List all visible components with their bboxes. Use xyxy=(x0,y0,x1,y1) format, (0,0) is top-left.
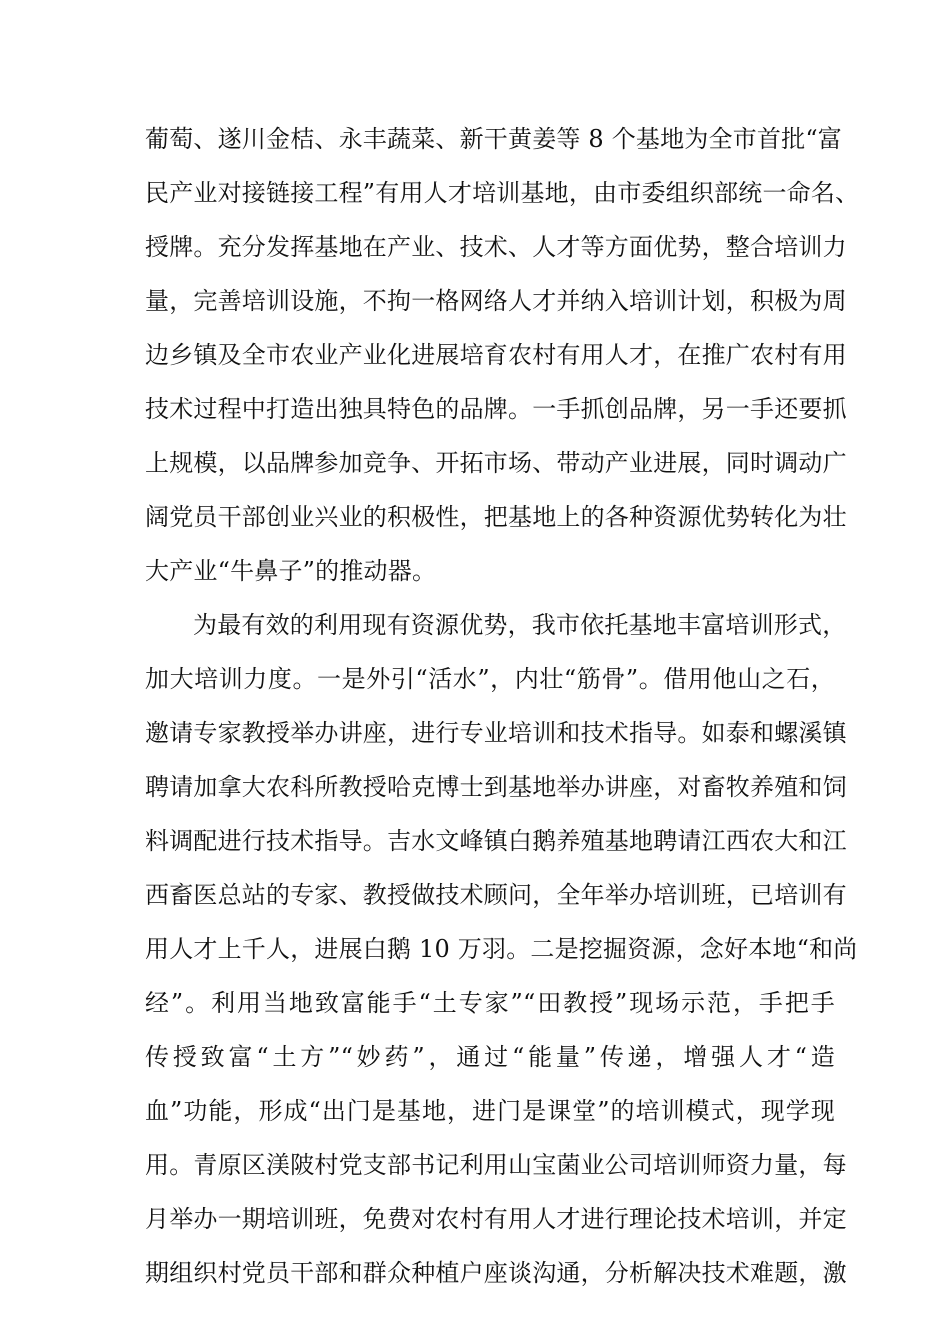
text-line: 用。青原区渼陂村党支部书记利用山宝菌业公司培训师资力量，每 xyxy=(145,1151,847,1179)
text-line: 量，完善培训设施，不拘一格网络人才并纳入培训计划，积极为周 xyxy=(145,287,847,315)
text-line: 用人才上千人，进展白鹅 10 万羽。二是挖掘资源，念好本地“和尚 xyxy=(145,935,858,963)
text-line: 民产业对接链接工程”有用人才培训基地，由市委组织部统一命名、 xyxy=(145,179,860,207)
text-line: 料调配进行技术指导。吉水文峰镇白鹅养殖基地聘请江西农大和江 xyxy=(145,827,847,855)
text-line: 邀请专家教授举办讲座，进行专业培训和技术指导。如泰和螺溪镇 xyxy=(145,719,847,747)
text-line: 上规模，以品牌参加竞争、开拓市场、带动产业进展，同时调动广 xyxy=(145,449,847,477)
text-line: 加大培训力度。一是外引“活水”，内壮“筋骨”。借用他山之石， xyxy=(145,665,835,693)
text-line: 大产业“牛鼻子”的推动器。 xyxy=(145,557,437,585)
text-line: 聘请加拿大农科所教授哈克博士到基地举办讲座，对畜牧养殖和饲 xyxy=(145,773,847,801)
text-line: 月举办一期培训班，免费对农村有用人才进行理论技术培训，并定 xyxy=(145,1205,847,1233)
text-line: 传授致富“土方”“妙药”，通过“能量”传递，增强人才“造 xyxy=(145,1043,835,1071)
text-line: 边乡镇及全市农业产业化进展培育农村有用人才，在推广农村有用 xyxy=(145,341,847,369)
text-line: 授牌。充分发挥基地在产业、技术、人才等方面优势，整合培训力 xyxy=(145,233,847,261)
text-line: 血”功能，形成“出门是基地，进门是课堂”的培训模式，现学现 xyxy=(145,1097,835,1125)
text-line: 技术过程中打造出独具特色的品牌。一手抓创品牌，另一手还要抓 xyxy=(145,395,847,423)
text-line: 为最有效的利用现有资源优势，我市依托基地丰富培训形式， xyxy=(193,611,847,639)
text-line: 阔党员干部创业兴业的积极性，把基地上的各种资源优势转化为壮 xyxy=(145,503,847,531)
text-line: 西畜医总站的专家、教授做技术顾问，全年举办培训班，已培训有 xyxy=(145,881,847,909)
text-line: 期组织村党员干部和群众种植户座谈沟通，分析解决技术难题，激 xyxy=(145,1259,847,1287)
text-line: 经”。利用当地致富能手“土专家”“田教授”现场示范，手把手 xyxy=(145,989,835,1017)
text-line: 葡萄、遂川金桔、永丰蔬菜、新干黄姜等 8 个基地为全市首批“富 xyxy=(145,125,842,153)
